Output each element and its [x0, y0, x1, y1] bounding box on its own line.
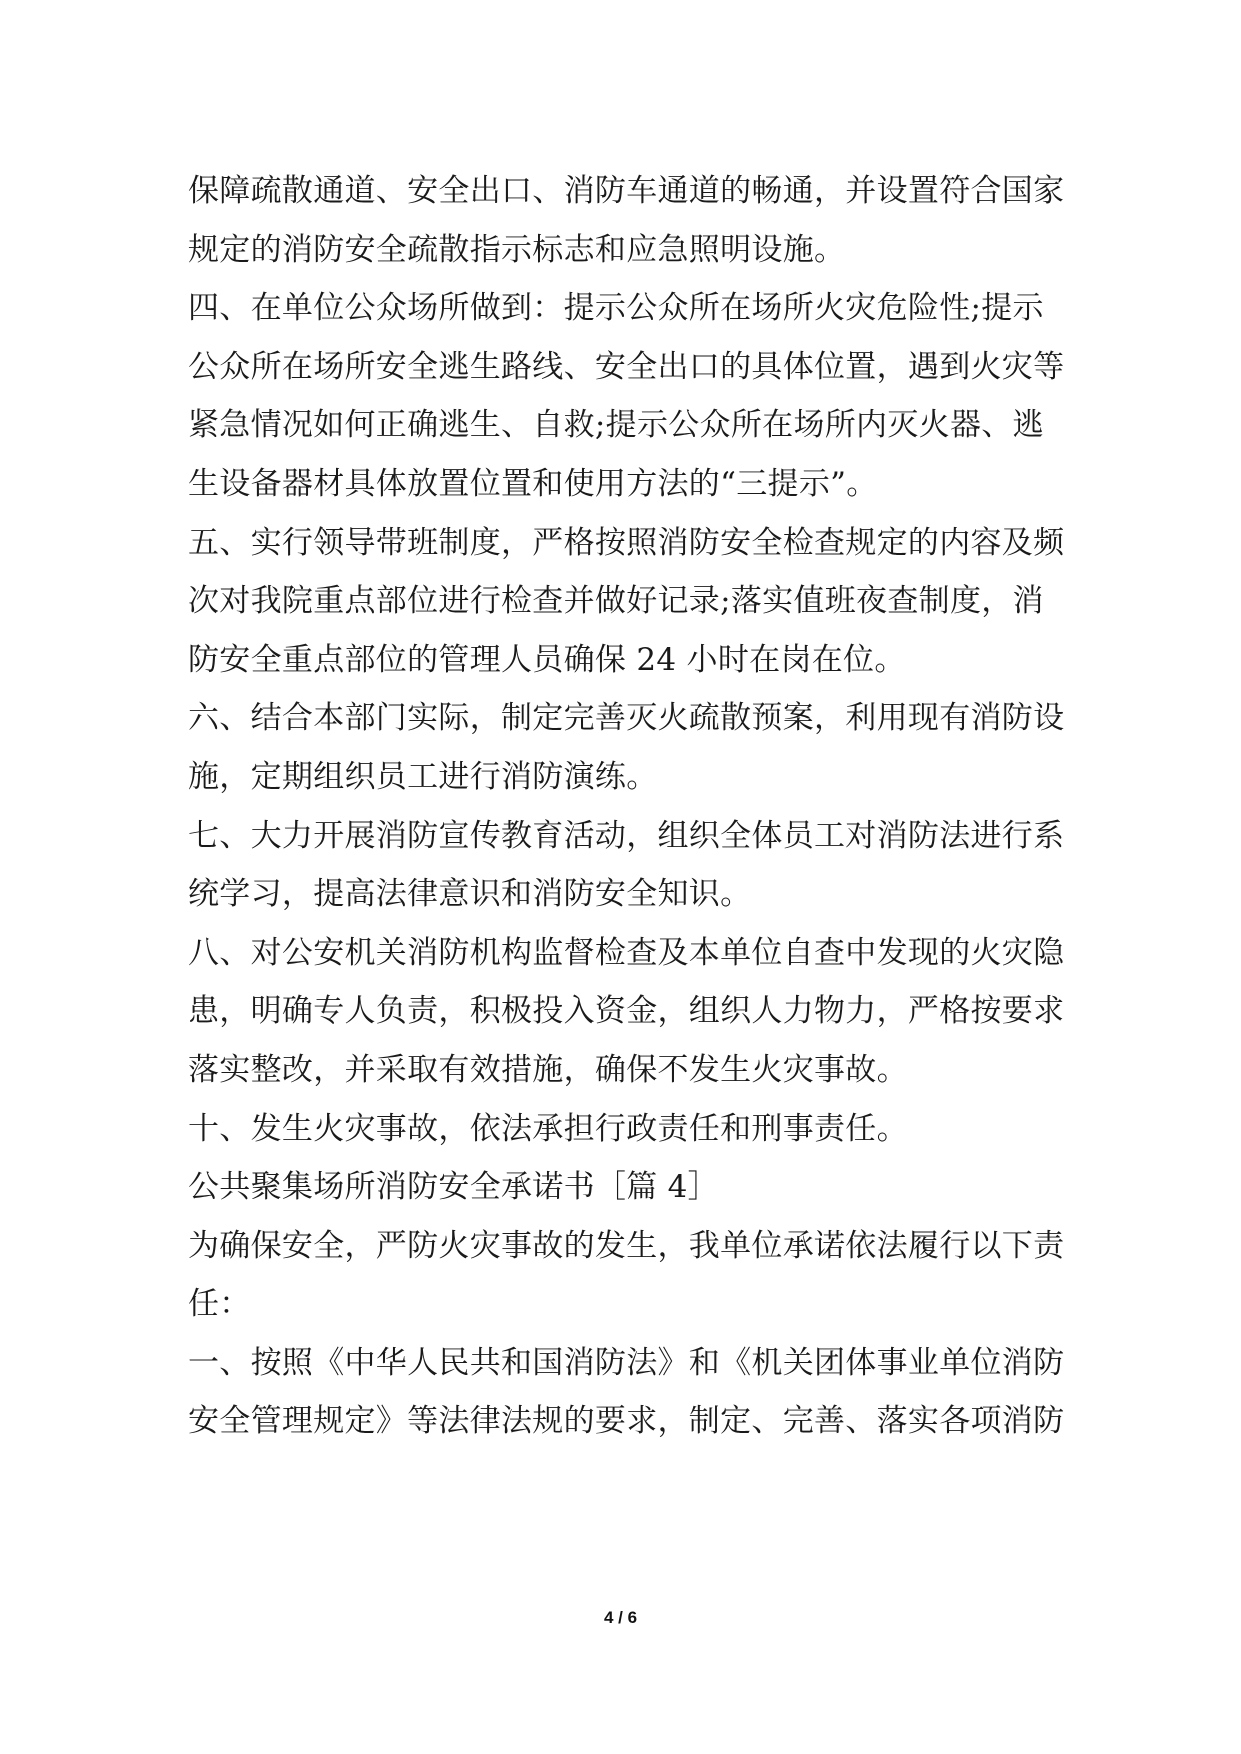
text-line-9: 防安全重点部位的管理人员确保 24 小时在岗在位。: [188, 641, 906, 678]
text-line-15: 患，明确专人负责，积极投入资金，组织人力物力，严格按要求: [188, 993, 1065, 1030]
text-line-20: 任：: [188, 1286, 251, 1323]
text-line-22: 安全管理规定》等法律法规的要求，制定、完善、落实各项消防: [188, 1403, 1065, 1440]
text-line-17: 十、发生火灾事故，依法承担行政责任和刑事责任。: [188, 1110, 908, 1147]
text-line-1: 保障疏散通道、安全出口、消防车通道的畅通，并设置符合国家: [188, 173, 1065, 209]
text-line-8: 次对我院重点部位进行检查并做好记录;落实值班夜查制度，消: [188, 583, 1044, 620]
document-body: [188, 162, 1068, 1451]
text-line-6: 生设备器材具体放置位置和使用方法的“三提示”。: [188, 465, 878, 502]
text-line-4: 公众所在场所安全逃生路线、安全出口的具体位置，遇到火灾等: [188, 348, 1065, 385]
text-line-12: 七、大力开展消防宣传教育活动，组织全体员工对消防法进行系: [188, 817, 1065, 854]
text-line-11: 施，定期组织员工进行消防演练。: [188, 758, 658, 795]
text-line-16: 落实整改，并采取有效措施，确保不发生火灾事故。: [188, 1051, 908, 1088]
text-line-7: 五、实行领导带班制度，严格按照消防安全检查规定的内容及频: [188, 524, 1065, 561]
section-heading: 公共聚集场所消防安全承诺书［篇 4］: [188, 1169, 719, 1206]
text-line-19: 为确保安全，严防火灾事故的发生，我单位承诺依法履行以下责: [188, 1227, 1065, 1264]
text-line-14: 八、对公安机关消防机构监督检查及本单位自查中发现的火灾隐: [188, 934, 1065, 971]
text-line-13: 统学习，提高法律意识和消防安全知识。: [188, 876, 752, 913]
page-number: 4 / 6: [603, 1608, 638, 1627]
text-line-21: 一、按照《中华人民共和国消防法》和《机关团体事业单位消防: [188, 1344, 1065, 1381]
text-line-3: 四、在单位公众场所做到：提示公众所在场所火灾危险性;提示: [188, 290, 1044, 327]
text-line-2: 规定的消防安全疏散指示标志和应急照明设施。: [188, 231, 846, 268]
text-line-5: 紧急情况如何正确逃生、自救;提示公众所在场所内灭火器、逃: [188, 407, 1044, 444]
text-line-10: 六、结合本部门实际，制定完善灭火疏散预案，利用现有消防设: [188, 700, 1065, 737]
